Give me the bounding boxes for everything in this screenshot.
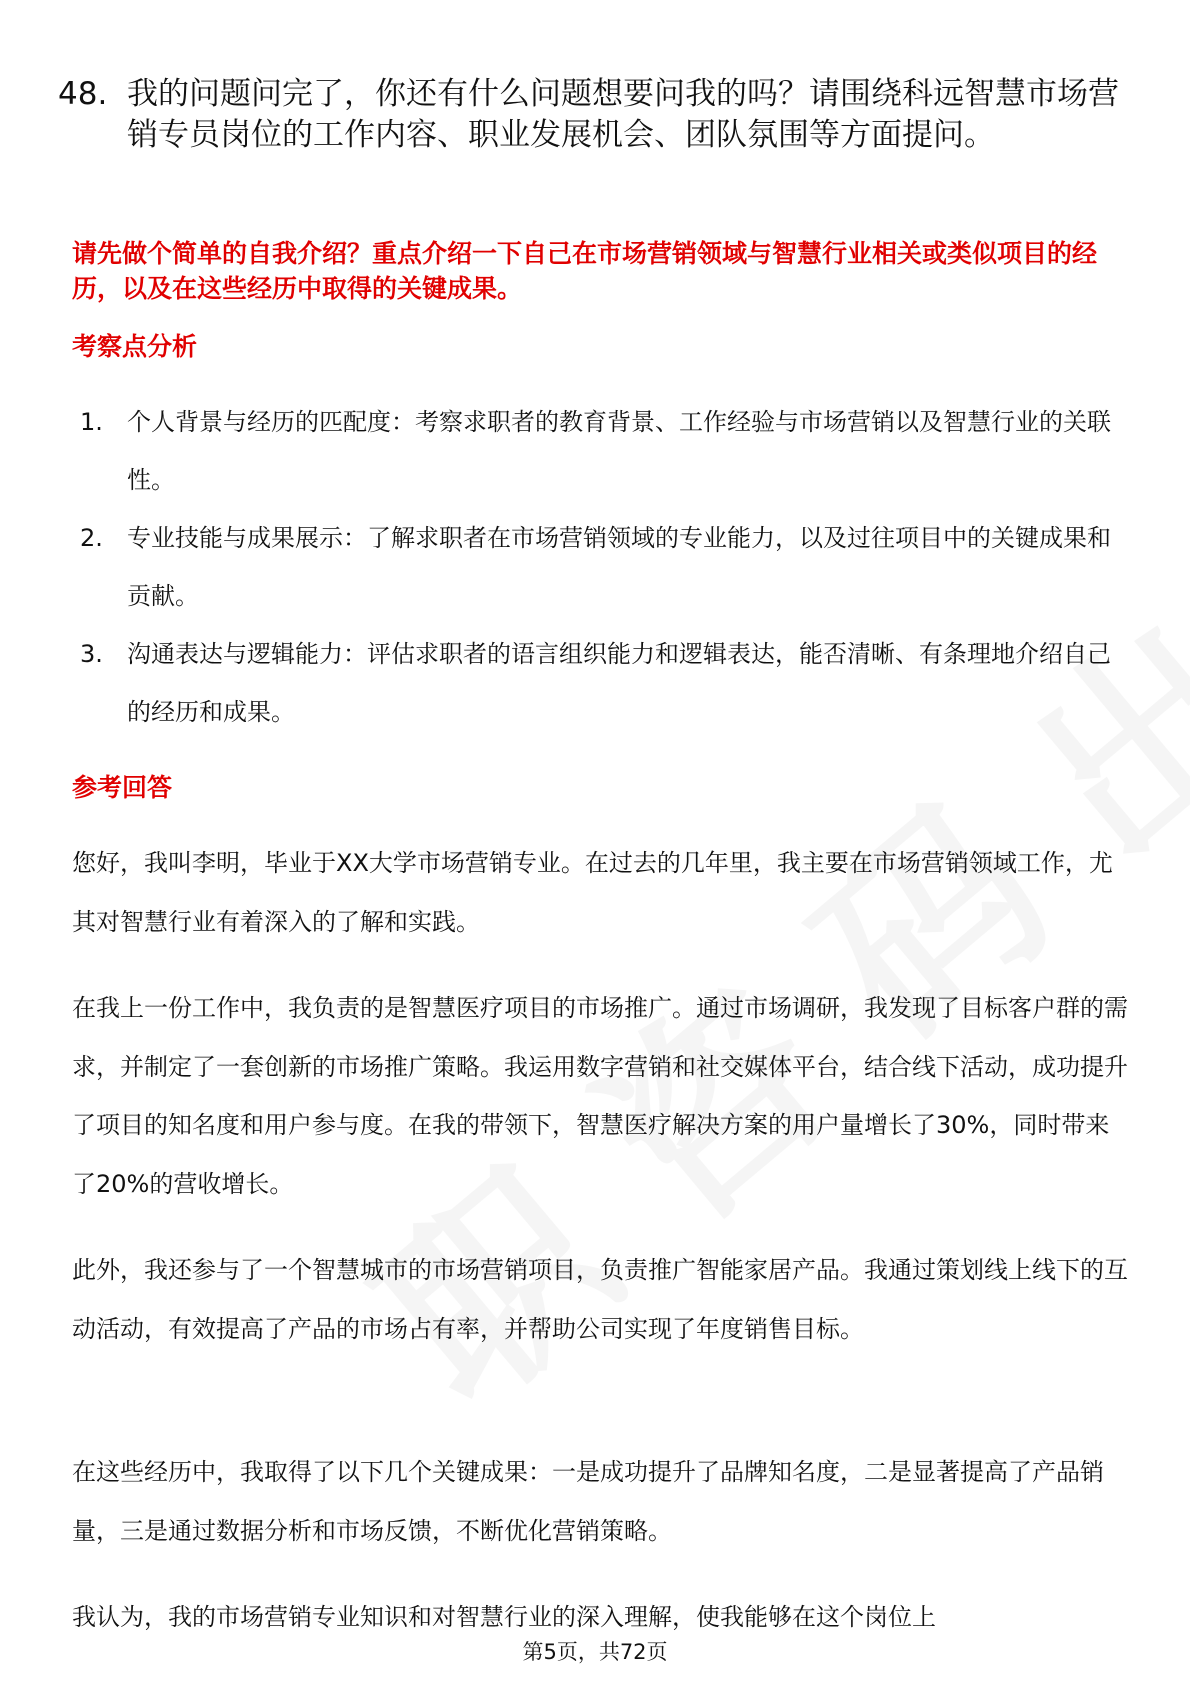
item-number: 3. xyxy=(80,640,103,668)
list-item xyxy=(80,509,1130,625)
item-text: 个人背景与经历的匹配度：考察求职者的教育背景、工作经验与市场营销以及智慧行业的关联性。 xyxy=(127,408,1111,494)
item-number: 2. xyxy=(80,524,103,552)
question-title xyxy=(58,74,1128,156)
answer-paragraph: 您好，我叫李明，毕业于XX大学市场营销专业。在过去的几年里，我主要在市场营销领域工作，尤其对智慧行业有着深入的了解和实践。 xyxy=(72,849,1113,936)
analysis-heading: 考察点分析 xyxy=(72,332,198,361)
item-text: 专业技能与成果展示：了解求职者在市场营销领域的专业能力，以及过往项目中的关键成果和贡献。 xyxy=(127,524,1111,610)
list-item xyxy=(80,393,1130,509)
answer-paragraph: 此外，我还参与了一个智慧城市的市场营销项目，负责推广智能家居产品。我通过策划线上线下的互动活动，有效提高了产品的市场占有率，并帮助公司实现了年度销售目标。 xyxy=(72,1256,1128,1343)
list-item xyxy=(80,625,1130,741)
item-number: 1. xyxy=(80,408,103,436)
answer-heading: 参考回答 xyxy=(72,773,173,802)
analysis-list xyxy=(80,393,1130,741)
item-text: 沟通表达与逻辑能力：评估求职者的语言组织能力和逻辑表达，能否清晰、有条理地介绍自己的经历和成果。 xyxy=(127,640,1111,726)
question-number: 48. xyxy=(58,76,108,112)
answer-paragraph: 在这些经历中，我取得了以下几个关键成果：一是成功提升了品牌知名度，二是显著提高了产品销量，三是通过数据分析和市场反馈，不断优化营销策略。 xyxy=(72,1458,1104,1545)
answer-paragraph: 在我上一份工作中，我负责的是智慧医疗项目的市场推广。通过市场调研，我发现了目标客户群的需求，并制定了一套创新的市场推广策略。我运用数字营销和社交媒体平台，结合线下活动，成功提升了项目的知名度和用户参与度。在我的带领下，智慧医疗解决方案的用户量增长了30%，同时带来了20%的营收增长。 xyxy=(72,994,1128,1198)
page-footer: 第5页，共72页 xyxy=(522,1640,668,1664)
answer-paragraph: 我认为，我的市场营销专业知识和对智慧行业的深入理解，使我能够在这个岗位上 xyxy=(72,1603,936,1631)
question-text: 我的问题问完了，你还有什么问题想要问我的吗？请围绕科远智慧市场营销专员岗位的工作内容、职业发展机会、团队氛围等方面提问。 xyxy=(127,76,1119,153)
sub-question: 请先做个简单的自我介绍？重点介绍一下自己在市场营销领域与智慧行业相关或类似项目的经历，以及在这些经历中取得的关键成果。 xyxy=(72,239,1098,303)
